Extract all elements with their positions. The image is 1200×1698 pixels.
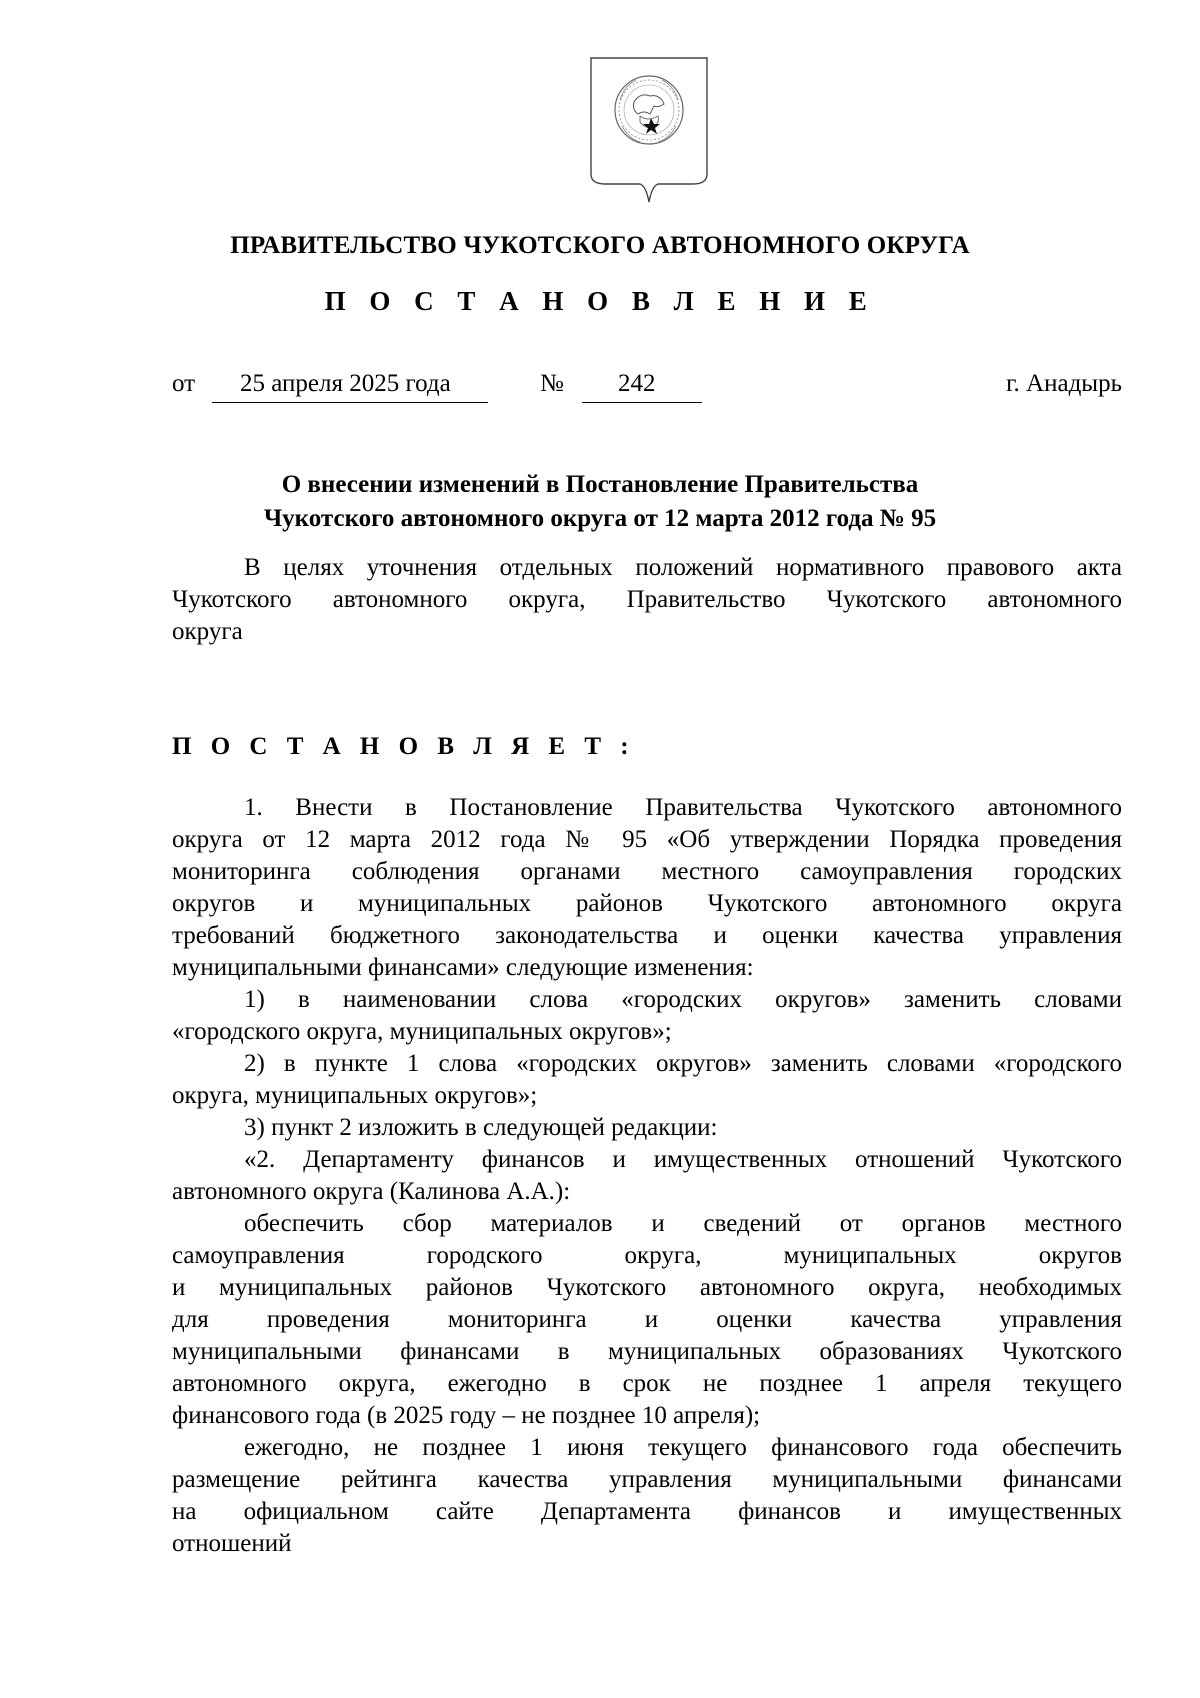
text-line: мониторинга соблюдения органами местного самоуправления городских xyxy=(172,858,1122,885)
text-line: муниципальными финансами» следующие изменения: xyxy=(172,954,754,981)
text-line: «городского округа, муниципальных округов»; xyxy=(172,1018,672,1045)
text-line: для проведения мониторинга и оценки качества управления xyxy=(172,1306,1122,1333)
text-line: обеспечить сбор материалов и сведений от органов местного xyxy=(244,1210,1122,1237)
text-line: самоуправления городского округа, муниципальных округов xyxy=(172,1242,1122,1269)
text-line: финансового года (в 2025 году – не позднее 10 апреля); xyxy=(172,1402,761,1429)
subject-line: Чукотского автономного округа от 12 марта 2012 года № 95 xyxy=(263,505,937,532)
document-body xyxy=(172,792,1122,1560)
text-line: округа от 12 марта 2012 года № 95 «Об утверждении Порядка проведения xyxy=(172,826,1122,853)
text-line: В целях уточнения отдельных положений нормативного правового акта xyxy=(244,554,1122,581)
government-title: ПРАВИТЕЛЬСТВО ЧУКОТСКОГО АВТОНОМНОГО ОКРУГА xyxy=(230,232,970,259)
text-line: автономного округа, ежегодно в срок не позднее 1 апреля текущего xyxy=(172,1370,1122,1397)
document-number: 242 xyxy=(618,370,656,397)
subject-line: О внесении изменений в Постановление Правительства xyxy=(281,471,919,498)
text-line: округов и муниципальных районов Чукотского автономного округа xyxy=(172,890,1122,917)
text-line: муниципальными финансами в муниципальных образованиях Чукотского xyxy=(172,1338,1122,1365)
text-line: 2) в пункте 1 слова «городских округов» заменить словами «городского xyxy=(244,1050,1122,1077)
text-line: отношений xyxy=(172,1530,292,1557)
date-underline xyxy=(212,402,488,403)
number-label: № xyxy=(540,370,564,397)
text-line: округа, муниципальных округов»; xyxy=(172,1082,538,1109)
text-line: 1. Внести в Постановление Правительства Чукотского автономного xyxy=(244,794,1122,821)
number-underline xyxy=(582,402,702,403)
text-line: на официальном сайте Департамента финансов и имущественных xyxy=(172,1498,1122,1525)
document-subject xyxy=(0,468,1200,536)
text-line: автономного округа (Калинова А.А.): xyxy=(172,1178,571,1205)
text-line: ежегодно, не позднее 1 июня текущего финансового года обеспечить xyxy=(244,1434,1122,1461)
text-line: размещение рейтинга качества управления муниципальными финансами xyxy=(172,1466,1122,1493)
document-date: 25 апреля 2025 года xyxy=(240,370,451,397)
date-number-row xyxy=(172,370,1122,410)
text-line: и муниципальных районов Чукотского автономного округа, необходимых xyxy=(172,1274,1122,1301)
decree-heading: П О С Т А Н О В Л Я Е Т : xyxy=(172,733,636,760)
preamble xyxy=(172,552,1122,648)
text-line: округа xyxy=(172,618,243,645)
document-city: г. Анадырь xyxy=(1006,370,1122,397)
text-line: 1) в наименовании слова «городских округов» заменить словами xyxy=(244,986,1122,1013)
text-line: требований бюджетного законодательства и оценки качества управления xyxy=(172,922,1122,949)
coat-of-arms-emblem xyxy=(588,56,710,204)
text-line: «2. Департаменту финансов и имущественных отношений Чукотского xyxy=(244,1146,1122,1173)
document-type-title: П О С Т А Н О В Л Е Н И Е xyxy=(324,286,876,316)
date-prefix: от xyxy=(172,370,196,397)
text-line: Чукотского автономного округа, Правительство Чукотского автономного xyxy=(172,586,1122,613)
text-line: 3) пункт 2 изложить в следующей редакции: xyxy=(244,1114,718,1141)
